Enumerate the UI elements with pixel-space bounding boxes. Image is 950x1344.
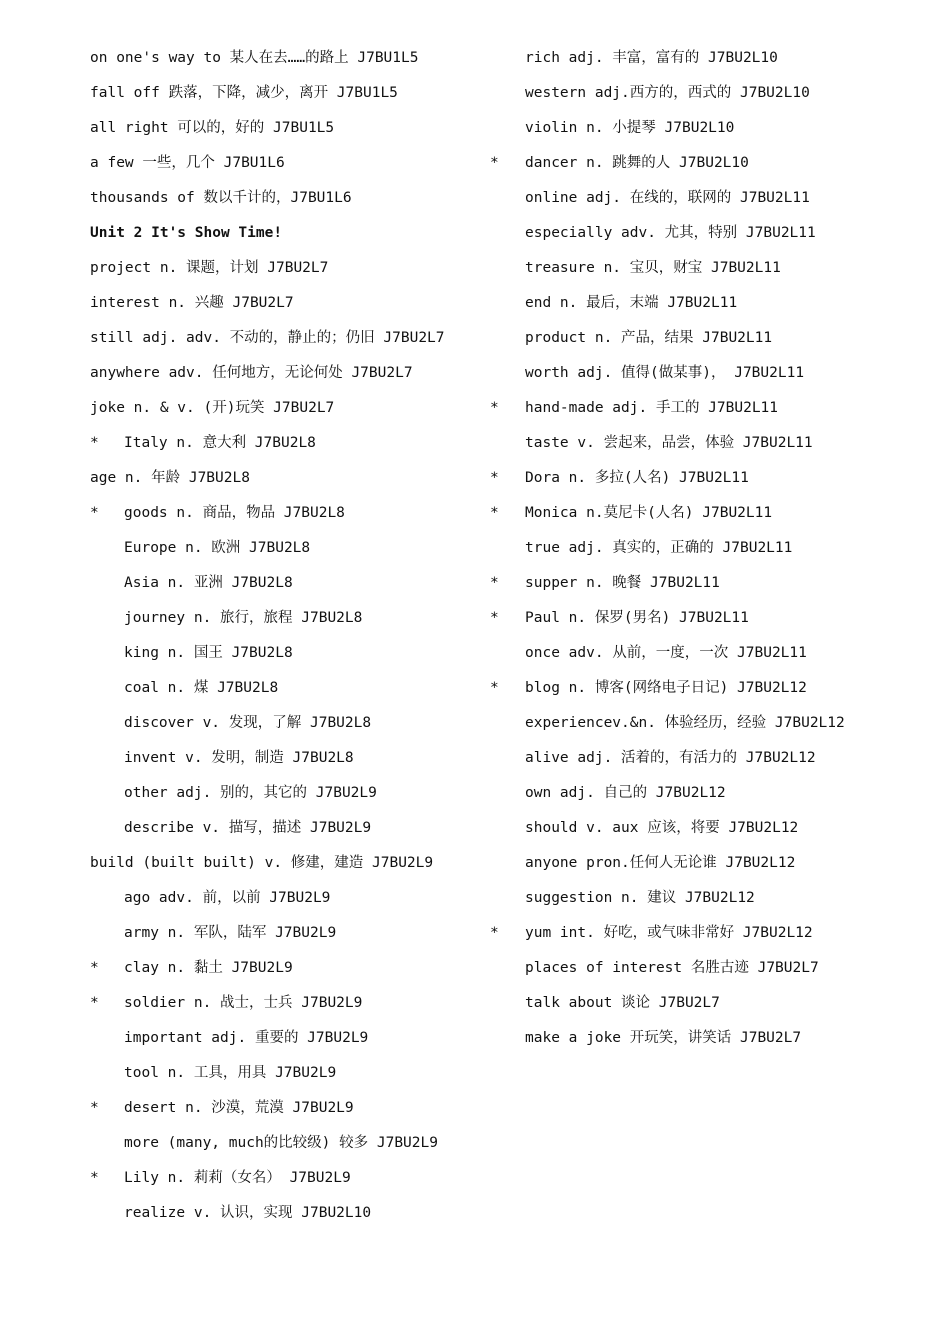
vocab-entry: end n. 最后，末端 J7BU2L11 (525, 295, 738, 311)
vocab-entry: * desert n. 沙漠，荒漠 J7BU2L9 (90, 1094, 462, 1129)
vocab-entry: king n. 国王 J7BU2L8 (124, 645, 293, 661)
right-column (525, 44, 863, 1059)
vocab-entry: army n. 军队，陆军 J7BU2L9 (124, 925, 337, 941)
vocab-entry: more (many, much的比较级) 较多 J7BU2L9 (124, 1135, 438, 1151)
vocab-entry: still adj. adv. 不动的，静止的；仍旧 J7BU2L7 (90, 330, 445, 346)
vocab-entry: true adj. 真实的，正确的 J7BU2L11 (525, 540, 793, 556)
vocab-entry: fall off 跌落，下降，减少，离开 J7BU1L5 (90, 85, 398, 101)
vocab-entry: worth adj. 值得(做某事)， J7BU2L11 (525, 365, 805, 381)
vocab-entry: especially adv. 尤其，特别 J7BU2L11 (525, 225, 816, 241)
vocab-entry: make a joke 开玩笑，讲笑话 J7BU2L7 (525, 1030, 802, 1046)
vocab-entry: project n. 课题，计划 J7BU2L7 (90, 260, 329, 276)
vocab-entry: anywhere adv. 任何地方，无论何处 J7BU2L7 (90, 365, 413, 381)
vocab-entry: discover v. 发现，了解 J7BU2L8 (124, 715, 372, 731)
vocab-entry: product n. 产品，结果 J7BU2L11 (525, 330, 773, 346)
vocab-entry: treasure n. 宝贝，财宝 J7BU2L11 (525, 260, 781, 276)
vocab-entry: coal n. 煤 J7BU2L8 (124, 680, 279, 696)
vocab-entry: violin n. 小提琴 J7BU2L10 (525, 120, 735, 136)
vocab-entry: * clay n. 黏土 J7BU2L9 (90, 954, 462, 989)
vocab-entry: own adj. 自己的 J7BU2L12 (525, 785, 726, 801)
vocab-entry: experiencev.&n. 体验经历，经验 J7BU2L12 (525, 715, 845, 731)
vocab-entry: * Monica n.莫尼卡(人名) J7BU2L11 (525, 499, 863, 534)
vocab-entry: build (built built) v. 修建，建造 J7BU2L9 (90, 855, 434, 871)
vocab-entry: invent v. 发明，制造 J7BU2L8 (124, 750, 354, 766)
vocab-entry: all right 可以的，好的 J7BU1L5 (90, 120, 335, 136)
vocab-entry: * supper n. 晚餐 J7BU2L11 (525, 569, 863, 604)
vocab-entry: age n. 年龄 J7BU2L8 (90, 470, 250, 486)
vocab-entry: a few 一些，几个 J7BU1L6 (90, 155, 285, 171)
vocab-entry: Asia n. 亚洲 J7BU2L8 (124, 575, 293, 591)
vocab-entry: * yum int. 好吃，或气味非常好 J7BU2L12 (525, 919, 863, 954)
vocab-entry: talk about 谈论 J7BU2L7 (525, 995, 720, 1011)
vocab-entry: * Italy n. 意大利 J7BU2L8 (90, 429, 462, 464)
vocab-entry: * soldier n. 战士，士兵 J7BU2L9 (90, 989, 462, 1024)
vocab-entry: rich adj. 丰富，富有的 J7BU2L10 (525, 50, 778, 66)
vocab-entry: western adj.西方的，西式的 J7BU2L10 (525, 85, 810, 101)
vocab-entry: * goods n. 商品，物品 J7BU2L8 (90, 499, 462, 534)
vocab-entry: * blog n. 博客(网络电子日记) J7BU2L12 (525, 674, 863, 709)
vocab-entry: thousands of 数以千计的，J7BU1L6 (90, 190, 352, 206)
vocab-entry: interest n. 兴趣 J7BU2L7 (90, 295, 294, 311)
vocab-entry: realize v. 认识，实现 J7BU2L10 (124, 1205, 372, 1221)
vocab-entry: other adj. 别的，其它的 J7BU2L9 (124, 785, 377, 801)
vocab-entry: joke n. & v. (开)玩笑 J7BU2L7 (90, 400, 335, 416)
vocab-entry: online adj. 在线的，联网的 J7BU2L11 (525, 190, 810, 206)
vocab-entry: * hand-made adj. 手工的 J7BU2L11 (525, 394, 863, 429)
vocab-entry: journey n. 旅行，旅程 J7BU2L8 (124, 610, 363, 626)
vocab-entry: tool n. 工具，用具 J7BU2L9 (124, 1065, 337, 1081)
vocab-entry: * Paul n. 保罗(男名) J7BU2L11 (525, 604, 863, 639)
vocab-entry: describe v. 描写，描述 J7BU2L9 (124, 820, 372, 836)
vocab-entry: suggestion n. 建议 J7BU2L12 (525, 890, 755, 906)
vocab-entry: important adj. 重要的 J7BU2L9 (124, 1030, 369, 1046)
vocab-entry: once adv. 从前，一度，一次 J7BU2L11 (525, 645, 807, 661)
vocab-entry: alive adj. 活着的，有活力的 J7BU2L12 (525, 750, 816, 766)
vocab-entry: taste v. 尝起来，品尝，体验 J7BU2L11 (525, 435, 813, 451)
left-column (90, 44, 462, 1234)
unit-heading: Unit 2 It's Show Time! (90, 225, 283, 241)
vocab-entry: on one's way to 某人在去……的路上 J7BU1L5 (90, 50, 419, 66)
vocab-entry: places of interest 名胜古迹 J7BU2L7 (525, 960, 819, 976)
vocab-entry: * dancer n. 跳舞的人 J7BU2L10 (525, 149, 863, 184)
vocab-entry: should v. aux 应该，将要 J7BU2L12 (525, 820, 799, 836)
vocab-entry: anyone pron.任何人无论谁 J7BU2L12 (525, 855, 796, 871)
vocab-entry: * Lily n. 莉莉（女名） J7BU2L9 (90, 1164, 462, 1199)
vocab-entry: * Dora n. 多拉(人名) J7BU2L11 (525, 464, 863, 499)
vocab-entry: Europe n. 欧洲 J7BU2L8 (124, 540, 311, 556)
vocab-entry: ago adv. 前，以前 J7BU2L9 (124, 890, 331, 906)
